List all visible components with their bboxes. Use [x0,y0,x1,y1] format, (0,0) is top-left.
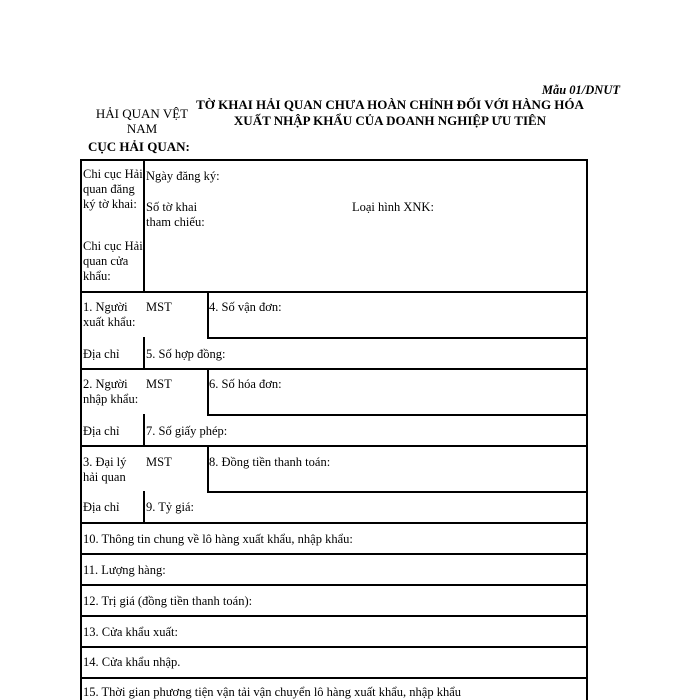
agent-tax-id-label: MST [146,455,172,469]
document-title: TỜ KHAI HẢI QUAN CHƯA HOÀN CHỈNH ĐỐI VỚI HÀNG HÓA XUẤT NHẬP KHẨU CỦA DOANH NGHIỆP ƯU TIÊN [196,97,584,128]
exporter-label: 1. Người xuất khẩu: [83,300,136,329]
reference-number-label: Số tờ khai tham chiếu: [146,200,205,229]
agency-name: HẢI QUAN VỆT NAM [95,106,189,136]
invoice-number-label: 6. Số hóa đơn: [209,377,282,391]
general-info-label: 10. Thông tin chung về lô hàng xuất khẩu, nhập khẩu: [83,532,353,546]
department-label: CỤC HẢI QUAN: [88,139,190,154]
quantity-label: 11. Lượng hàng: [83,563,166,577]
license-number-label: 7. Số giấy phép: [146,424,228,438]
registration-office-label: Chi cục Hải quan đăng ký tờ khai: [83,167,143,211]
transport-time-label: 15. Thời gian phương tiện vận tải vận chuyển lô hàng xuất khẩu, nhập khẩu [83,685,462,699]
trade-type-label: Loại hình XNK: [352,200,434,214]
importer-tax-id-label: MST [146,377,172,391]
importer-label: 2. Người nhập khẩu: [83,377,139,406]
registration-date-label: Ngày đăng ký: [146,169,220,183]
bill-of-lading-label: 4. Số vận đơn: [209,300,282,314]
import-gate-label: 14. Cửa khẩu nhập. [83,655,181,669]
payment-currency-label: 8. Đồng tiền thanh toán: [209,455,331,469]
contract-number-label: 5. Số hợp đồng: [146,347,226,361]
customs-agent-label: 3. Đại lý hải quan [83,455,127,484]
export-gate-label: 13. Cửa khẩu xuất: [83,625,178,639]
importer-address-label: Địa chỉ [83,424,120,438]
exporter-address-label: Địa chỉ [83,347,120,361]
form-code: Mẫu 01/DNUT [541,83,620,97]
border-gate-office-label: Chi cục Hải quan cửa khẩu: [83,239,143,283]
agent-address-label: Địa chỉ [83,500,120,514]
exporter-tax-id-label: MST [146,300,172,314]
value-label: 12. Trị giá (đồng tiền thanh toán): [83,594,253,608]
exchange-rate-label: 9. Tỷ giá: [146,500,195,514]
